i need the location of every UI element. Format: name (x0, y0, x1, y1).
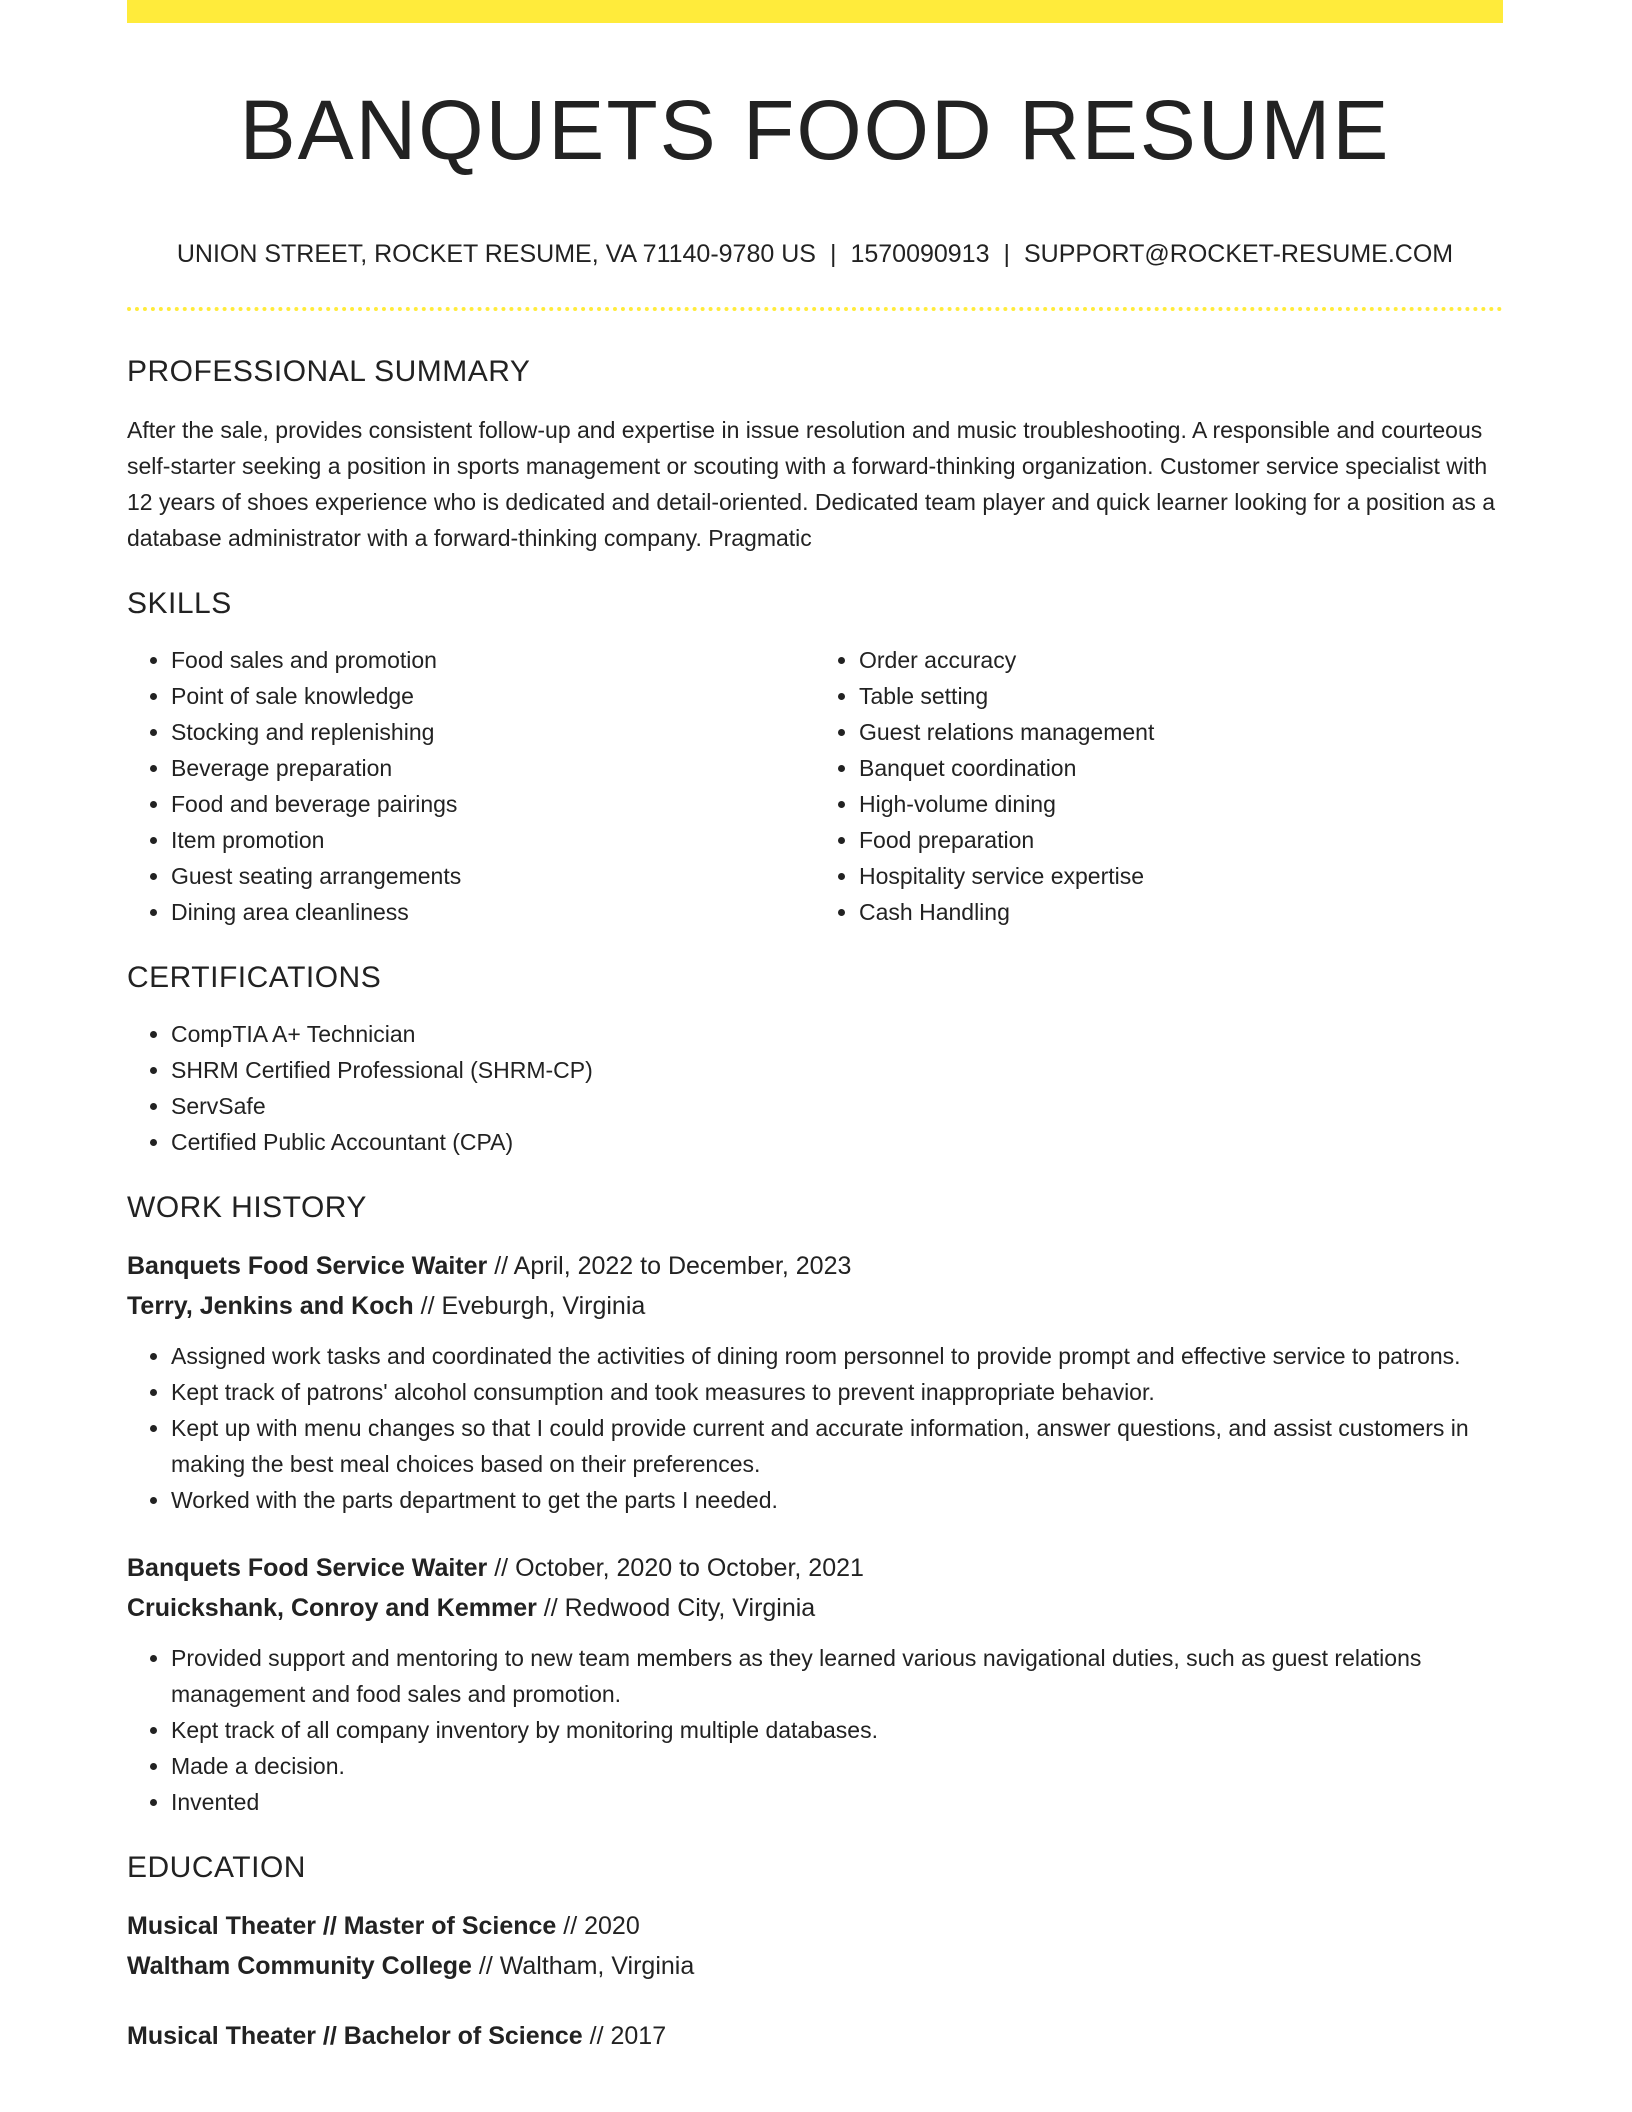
job-company-line (127, 1588, 1503, 1628)
job-bullets (127, 1338, 1503, 1518)
job-bullets (127, 1640, 1503, 1820)
education-degree-line (127, 1906, 1503, 1946)
education-degree: Musical Theater // Master of Science (127, 1912, 557, 1940)
resume-title: BANQUETS FOOD RESUME (239, 83, 1391, 177)
job-company-line (127, 1286, 1503, 1326)
education-degree: Musical Theater // Bachelor of Science (127, 2022, 583, 2050)
skill-item: • Guest seating arrangements (171, 858, 815, 894)
job-bullet: • Provided support and mentoring to new team members as they learned various navigational duties, such as guest relations management and food sales and promotion. (171, 1640, 1503, 1712)
education-location: // Waltham, Virginia (471, 1952, 695, 1980)
job-bullet: • Kept track of all company inventory by monitoring multiple databases. (171, 1712, 1503, 1748)
skill-item: • Food preparation (859, 822, 1503, 858)
section-heading-certifications: CERTIFICATIONS (127, 961, 382, 994)
job-company: Cruickshank, Conroy and Kemmer (127, 1594, 537, 1622)
education-year: // 2017 (582, 2022, 667, 2050)
certification-item: • CompTIA A+ Technician (171, 1016, 1503, 1052)
job-title: Banquets Food Service Waiter (127, 1252, 488, 1280)
education-entry (127, 2016, 1503, 2056)
section-heading-education: EDUCATION (127, 1851, 306, 1884)
job-company: Terry, Jenkins and Koch (127, 1292, 414, 1320)
contact-separator: | (1003, 240, 1010, 268)
certification-item: • SHRM Certified Professional (SHRM-CP) (171, 1052, 1503, 1088)
skills-list-right (815, 642, 1503, 930)
certifications-list (127, 1016, 1503, 1160)
certification-item: • Certified Public Accountant (CPA) (171, 1124, 1503, 1160)
skill-item: • Stocking and replenishing (171, 714, 815, 750)
job-bullet: • Invented (171, 1784, 1503, 1820)
job-bullet: • Made a decision. (171, 1748, 1503, 1784)
job-dates: // April, 2022 to December, 2023 (487, 1252, 852, 1280)
job-title-line (127, 1246, 1503, 1286)
job-bullet: • Worked with the parts department to get the parts I needed. (171, 1482, 1503, 1518)
skill-item: • Dining area cleanliness (171, 894, 815, 930)
job-bullet: • Kept track of patrons' alcohol consumption and took measures to prevent inappropriate behavior. (171, 1374, 1503, 1410)
contact-email: SUPPORT@ROCKET-RESUME.COM (1024, 240, 1454, 268)
job-location: // Redwood City, Virginia (536, 1594, 816, 1622)
skills-list-left (127, 642, 815, 930)
skill-item: • Point of sale knowledge (171, 678, 815, 714)
section-heading-work-history: WORK HISTORY (127, 1191, 367, 1224)
section-heading-summary: PROFESSIONAL SUMMARY (127, 355, 531, 388)
job-bullet: • Kept up with menu changes so that I could provide current and accurate information, answer questions, and assist customers in making the best meal choices based on their preferences. (171, 1410, 1503, 1482)
skill-item: • High-volume dining (859, 786, 1503, 822)
accent-bar (127, 0, 1503, 23)
contact-address: UNION STREET, ROCKET RESUME, VA 71140-9780 US (176, 240, 816, 268)
education-entry (127, 1906, 1503, 1986)
education-degree-line (127, 2016, 1503, 2056)
skill-item: • Order accuracy (859, 642, 1503, 678)
job-title: Banquets Food Service Waiter (127, 1554, 488, 1582)
skills-columns (127, 642, 1503, 930)
contact-line (127, 236, 1503, 272)
education-school: Waltham Community College (127, 1952, 472, 1980)
dotted-divider (127, 307, 1503, 311)
contact-separator: | (829, 240, 837, 268)
contact-phone: 1570090913 (850, 240, 990, 268)
skill-item: • Item promotion (171, 822, 815, 858)
education-school-line (127, 1946, 1503, 1986)
section-heading-skills: SKILLS (127, 587, 232, 620)
job-entry (127, 1246, 1503, 1518)
skill-item: • Food and beverage pairings (171, 786, 815, 822)
job-title-line (127, 1548, 1503, 1588)
skill-item: • Guest relations management (859, 714, 1503, 750)
skill-item: • Hospitality service expertise (859, 858, 1503, 894)
skill-item: • Banquet coordination (859, 750, 1503, 786)
job-bullet: • Assigned work tasks and coordinated the activities of dining room personnel to provide prompt and effective service to patrons. (171, 1338, 1503, 1374)
skill-item: • Beverage preparation (171, 750, 815, 786)
skill-item: • Table setting (859, 678, 1503, 714)
education-year: // 2020 (556, 1912, 640, 1940)
summary-text: After the sale, provides consistent follow-up and expertise in issue resolution and music troubleshooting. A responsible and courteous self-starter seeking a position in sports management or scouting with a forward-thinking organization. Customer service specialist with 12 years of shoes experience who is dedicated and detail-oriented. Dedicated team player and quick learner looking for a position as a database administrator with a forward-thinking company. Pragmatic (127, 417, 1496, 551)
resume-body (127, 352, 1503, 2056)
job-dates: // October, 2020 to October, 2021 (487, 1554, 864, 1582)
job-location: // Eveburgh, Virginia (413, 1292, 646, 1320)
skill-item: • Cash Handling (859, 894, 1503, 930)
certification-item: • ServSafe (171, 1088, 1503, 1124)
job-entry (127, 1548, 1503, 1820)
skill-item: • Food sales and promotion (171, 642, 815, 678)
